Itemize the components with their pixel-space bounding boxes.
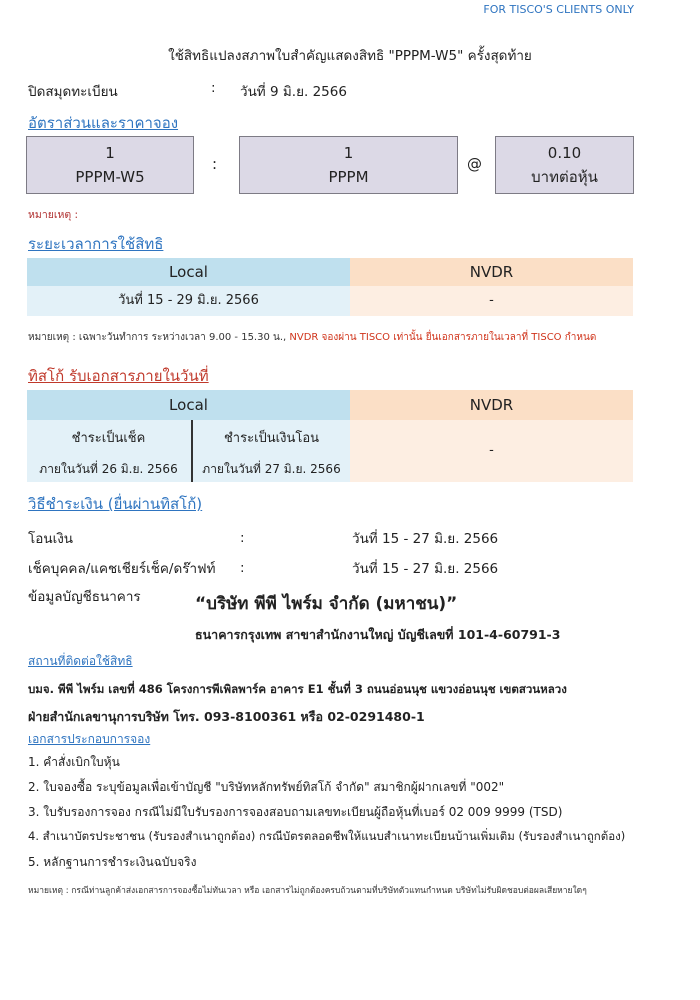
doc-receipt-nvdr-value: - bbox=[350, 420, 633, 482]
bank-account-name: “บริษัท พีพี ไพร์ม จำกัด (มหาชน)” bbox=[195, 594, 458, 614]
transfer-deadline: ภายในวันที่ 27 มิ.ย. 2566 bbox=[202, 462, 341, 476]
doc-receipt-local-header: Local bbox=[27, 390, 350, 420]
contact-address: บมจ. พีพี ไพร์ม เลขที่ 486 โครงการพีเพิลพาร์ค อาคาร E1 ชั้นที่ 3 ถนนอ่อนนุช แขวงอ่อนนุช เขตสวนหลวง bbox=[28, 682, 567, 696]
doc-receipt-nvdr-header: NVDR bbox=[350, 390, 633, 420]
document-item-2: 2. ใบจองซื้อ ระบุข้อมูลเพื่อเข้าบัญชี "บริษัทหลักทรัพย์ทิสโก้ จำกัด" สมาชิกผู้ฝากเลขที่ "002" bbox=[28, 780, 505, 794]
cheque-label: ชำระเป็นเช็ค bbox=[71, 431, 146, 446]
exercise-local-header: Local bbox=[27, 258, 350, 286]
document-item-1: 1. คำสั่งเบิกใบหุ้น bbox=[28, 755, 120, 769]
payment-transfer-label: โอนเงิน bbox=[28, 531, 74, 547]
exercise-nvdr-date: - bbox=[350, 286, 633, 316]
ratio-box-share-qty: 1 bbox=[343, 144, 354, 162]
transfer-label: ชำระเป็นเงินโอน bbox=[223, 431, 320, 446]
payment-cheque-label: เช็คบุคคล/แคชเชียร์เช็ค/ดร๊าฟท์ bbox=[28, 561, 216, 577]
document-item-3: 3. ใบรับรองการจอง กรณีไม่มีใบรับรองการจองสอบถามเลขทะเบียนผู้ถือหุ้นที่เบอร์ 02 009 9999 (TSD) bbox=[28, 805, 563, 819]
payment-cheque-date: วันที่ 15 - 27 มิ.ย. 2566 bbox=[352, 561, 499, 577]
ratio-box-price bbox=[495, 136, 634, 194]
ratio-heading: อัตราส่วนและราคาจอง bbox=[28, 114, 179, 132]
exercise-note-text: หมายเหตุ : เฉพาะวันทำการ ระหว่างเวลา 9.00 - 15.30 น., bbox=[28, 332, 290, 343]
cheque-deadline: ภายในวันที่ 26 มิ.ย. 2566 bbox=[39, 462, 178, 476]
clients-only-label: FOR TISCO'S CLIENTS ONLY bbox=[483, 3, 634, 16]
document-item-4: 4. สำเนาบัตรประชาชน (รับรองสำเนาถูกต้อง) กรณีบัตรตลอดชีพให้แนบสำเนาทะเบียนบ้านเพิ่มเติม (รับรองสำเนาถูกต้อง) bbox=[28, 829, 626, 843]
contact-heading: สถานที่ติดต่อใช้สิทธิ bbox=[28, 654, 133, 668]
exercise-note-nvdr: NVDR จองผ่าน TISCO เท่านั้น ยื่นเอกสารภายในเวลาที่ TISCO กำหนด bbox=[289, 332, 597, 343]
page-title: ใช้สิทธิแปลงสภาพใบสำคัญแสดงสิทธิ "PPPM-W5" ครั้งสุดท้าย bbox=[168, 48, 532, 64]
ratio-box-warrant-qty: 1 bbox=[105, 144, 115, 162]
book-close-colon: : bbox=[211, 80, 216, 96]
book-close-label: ปิดสมุดทะเบียน bbox=[28, 84, 118, 100]
exercise-nvdr-header: NVDR bbox=[350, 258, 633, 286]
doc-receipt-heading: ทิสโก้ รับเอกสารภายในวันที่ bbox=[28, 367, 209, 385]
ratio-price-value: 0.10 bbox=[547, 144, 582, 162]
documents-footnote: หมายเหตุ : กรณีท่านลูกค้าส่งเอกสารการจองซื้อไม่ทันเวลา หรือ เอกสารไม่ถูกต้องครบถ้วนตามที่บริษัทตัวแทนกำหนด บริษัทไม่รับผิดชอบต่อผลเสียหายใดๆ bbox=[28, 886, 587, 896]
payment-heading: วิธีชำระเงิน (ยื่นผ่านทิสโก้) bbox=[28, 495, 203, 513]
ratio-box-warrant-symbol: PPPM-W5 bbox=[75, 168, 145, 186]
bank-info-label: ข้อมูลบัญชีธนาคาร bbox=[28, 589, 141, 605]
ratio-at-sign: @ bbox=[467, 155, 482, 173]
payment-transfer-date: วันที่ 15 - 27 มิ.ย. 2566 bbox=[352, 531, 499, 547]
exercise-period-note bbox=[28, 330, 678, 345]
ratio-box-share bbox=[239, 136, 458, 194]
exercise-period-heading: ระยะเวลาการใช้สิทธิ bbox=[28, 235, 164, 253]
payment-transfer-colon: : bbox=[240, 530, 245, 546]
payment-cheque-colon: : bbox=[240, 560, 245, 576]
ratio-note: หมายเหตุ : bbox=[28, 209, 79, 221]
book-close-date: วันที่ 9 มิ.ย. 2566 bbox=[240, 84, 347, 100]
ratio-price-unit: บาทต่อหุ้น bbox=[531, 168, 598, 186]
bank-account-detail: ธนาคารกรุงเทพ สาขาสำนักงานใหญ่ บัญชีเลขที่ 101-4-60791-3 bbox=[195, 627, 561, 642]
ratio-box-share-symbol: PPPM bbox=[328, 168, 369, 186]
exercise-local-date: วันที่ 15 - 29 มิ.ย. 2566 bbox=[27, 286, 350, 316]
document-item-5: 5. หลักฐานการชำระเงินฉบับจริง bbox=[28, 855, 197, 869]
documents-heading: เอกสารประกอบการจอง bbox=[28, 732, 151, 746]
contact-phone: ฝ่ายสำนักเลขานุการบริษัท โทร. 093-8100361 หรือ 02-0291480-1 bbox=[28, 709, 425, 724]
ratio-box-warrant bbox=[26, 136, 194, 194]
ratio-colon: : bbox=[212, 155, 218, 173]
